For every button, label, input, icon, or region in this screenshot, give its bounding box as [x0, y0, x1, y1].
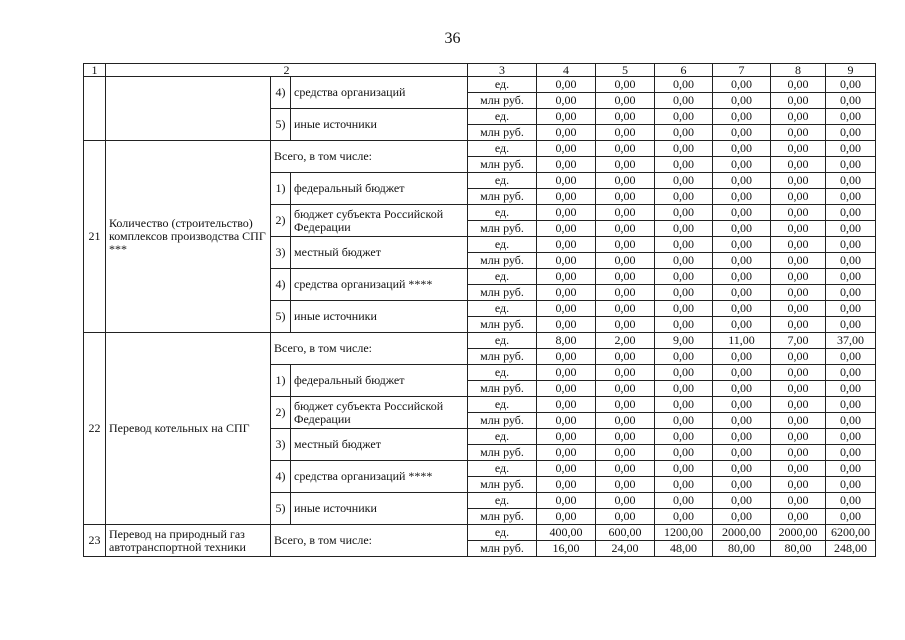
value-cell: 0,00	[596, 397, 655, 413]
value-cell: 0,00	[713, 253, 771, 269]
value-cell: 0,00	[826, 237, 876, 253]
value-cell: 0,00	[537, 349, 596, 365]
unit-label: ед.	[468, 461, 537, 477]
value-cell: 80,00	[771, 541, 826, 557]
value-cell: 1200,00	[655, 525, 713, 541]
header-row	[84, 64, 876, 77]
unit-label: млн руб.	[468, 285, 537, 301]
value-cell: 0,00	[655, 109, 713, 125]
page-number: 36	[444, 30, 461, 47]
unit-label: ед.	[468, 205, 537, 221]
value-cell: 0,00	[537, 461, 596, 477]
value-cell: 0,00	[537, 317, 596, 333]
value-cell: 0,00	[537, 445, 596, 461]
value-cell: 0,00	[655, 125, 713, 141]
value-cell: 0,00	[537, 253, 596, 269]
value-cell: 0,00	[771, 285, 826, 301]
unit-label: ед.	[468, 237, 537, 253]
section-name: Количество (строительство) комплексов производства СПГ ***	[106, 141, 271, 333]
value-cell: 0,00	[537, 141, 596, 157]
value-cell: 0,00	[771, 237, 826, 253]
value-cell: 0,00	[537, 125, 596, 141]
value-cell: 0,00	[771, 461, 826, 477]
unit-label: млн руб.	[468, 477, 537, 493]
table-row	[84, 333, 876, 349]
program-funding-table	[83, 63, 876, 557]
unit-label: млн руб.	[468, 413, 537, 429]
value-cell: 80,00	[713, 541, 771, 557]
value-cell: 0,00	[826, 189, 876, 205]
value-cell: 0,00	[771, 189, 826, 205]
source-number: 2)	[271, 205, 291, 237]
value-cell: 0,00	[771, 317, 826, 333]
value-cell: 0,00	[537, 397, 596, 413]
header-cell: 5	[596, 64, 655, 77]
unit-label: млн руб.	[468, 157, 537, 173]
value-cell: 0,00	[713, 461, 771, 477]
value-cell: 0,00	[771, 301, 826, 317]
source-number: 1)	[271, 365, 291, 397]
unit-label: млн руб.	[468, 445, 537, 461]
value-cell: 0,00	[826, 493, 876, 509]
value-cell: 0,00	[596, 269, 655, 285]
value-cell: 0,00	[655, 237, 713, 253]
value-cell: 0,00	[596, 189, 655, 205]
value-cell: 0,00	[771, 173, 826, 189]
value-cell: 0,00	[713, 445, 771, 461]
funding-source: средства организаций ****	[291, 269, 468, 301]
value-cell: 0,00	[713, 125, 771, 141]
value-cell: 0,00	[537, 413, 596, 429]
value-cell: 0,00	[771, 381, 826, 397]
value-cell: 0,00	[713, 269, 771, 285]
header-cell: 3	[468, 64, 537, 77]
value-cell: 0,00	[713, 157, 771, 173]
value-cell: 0,00	[655, 93, 713, 109]
value-cell: 0,00	[771, 269, 826, 285]
header-cell: 4	[537, 64, 596, 77]
value-cell: 0,00	[826, 429, 876, 445]
value-cell: 0,00	[771, 493, 826, 509]
value-cell: 0,00	[655, 397, 713, 413]
value-cell: 0,00	[826, 157, 876, 173]
value-cell: 0,00	[596, 109, 655, 125]
value-cell: 0,00	[537, 221, 596, 237]
section-number: 22	[84, 333, 106, 525]
value-cell: 0,00	[826, 397, 876, 413]
value-cell: 48,00	[655, 541, 713, 557]
funding-source: иные источники	[291, 301, 468, 333]
source-number: 5)	[271, 109, 291, 141]
value-cell: 2,00	[596, 333, 655, 349]
funding-source: местный бюджет	[291, 237, 468, 269]
value-cell: 0,00	[771, 397, 826, 413]
value-cell: 0,00	[655, 461, 713, 477]
value-cell: 0,00	[655, 509, 713, 525]
section-name	[106, 77, 271, 141]
value-cell: 0,00	[713, 237, 771, 253]
value-cell: 0,00	[537, 429, 596, 445]
value-cell: 0,00	[655, 429, 713, 445]
value-cell: 0,00	[826, 381, 876, 397]
section-number: 21	[84, 141, 106, 333]
source-number: 4)	[271, 269, 291, 301]
source-number: 5)	[271, 301, 291, 333]
value-cell: 0,00	[713, 413, 771, 429]
value-cell: 600,00	[596, 525, 655, 541]
value-cell: 16,00	[537, 541, 596, 557]
source-number: 3)	[271, 237, 291, 269]
value-cell: 0,00	[537, 157, 596, 173]
value-cell: 0,00	[537, 301, 596, 317]
value-cell: 0,00	[826, 445, 876, 461]
unit-label: млн руб.	[468, 93, 537, 109]
value-cell: 0,00	[826, 317, 876, 333]
unit-label: ед.	[468, 301, 537, 317]
value-cell: 0,00	[826, 509, 876, 525]
unit-label: ед.	[468, 525, 537, 541]
total-label: Всего, в том числе:	[271, 141, 468, 173]
value-cell: 0,00	[771, 445, 826, 461]
value-cell: 2000,00	[771, 525, 826, 541]
value-cell: 0,00	[596, 221, 655, 237]
value-cell: 7,00	[771, 333, 826, 349]
value-cell: 0,00	[537, 237, 596, 253]
value-cell: 0,00	[537, 173, 596, 189]
value-cell: 0,00	[713, 509, 771, 525]
value-cell: 0,00	[596, 173, 655, 189]
unit-label: ед.	[468, 109, 537, 125]
value-cell: 0,00	[826, 301, 876, 317]
value-cell: 0,00	[826, 461, 876, 477]
value-cell: 9,00	[655, 333, 713, 349]
value-cell: 6200,00	[826, 525, 876, 541]
funding-source: средства организаций ****	[291, 461, 468, 493]
value-cell: 0,00	[771, 109, 826, 125]
value-cell: 0,00	[596, 381, 655, 397]
header-cell: 2	[106, 64, 468, 77]
value-cell: 0,00	[713, 381, 771, 397]
value-cell: 0,00	[596, 445, 655, 461]
value-cell: 0,00	[655, 141, 713, 157]
funding-source: иные источники	[291, 493, 468, 525]
table-row	[84, 77, 876, 93]
source-number: 4)	[271, 461, 291, 493]
value-cell: 0,00	[826, 141, 876, 157]
value-cell: 24,00	[596, 541, 655, 557]
value-cell: 0,00	[655, 349, 713, 365]
unit-label: ед.	[468, 77, 537, 93]
section-number	[84, 77, 106, 141]
value-cell: 0,00	[596, 493, 655, 509]
value-cell: 0,00	[713, 189, 771, 205]
value-cell: 0,00	[537, 381, 596, 397]
value-cell: 0,00	[655, 157, 713, 173]
value-cell: 0,00	[655, 445, 713, 461]
value-cell: 0,00	[826, 93, 876, 109]
value-cell: 0,00	[826, 413, 876, 429]
source-number: 1)	[271, 173, 291, 205]
source-number: 3)	[271, 429, 291, 461]
value-cell: 0,00	[537, 189, 596, 205]
source-number: 5)	[271, 493, 291, 525]
value-cell: 0,00	[596, 77, 655, 93]
value-cell: 0,00	[596, 477, 655, 493]
value-cell: 0,00	[655, 301, 713, 317]
value-cell: 0,00	[826, 477, 876, 493]
value-cell: 0,00	[826, 285, 876, 301]
unit-label: млн руб.	[468, 253, 537, 269]
unit-label: ед.	[468, 333, 537, 349]
value-cell: 0,00	[771, 141, 826, 157]
section-number: 23	[84, 525, 106, 557]
value-cell: 0,00	[771, 509, 826, 525]
value-cell: 0,00	[655, 477, 713, 493]
value-cell: 0,00	[713, 493, 771, 509]
value-cell: 0,00	[655, 269, 713, 285]
value-cell: 0,00	[713, 365, 771, 381]
value-cell: 0,00	[596, 509, 655, 525]
value-cell: 0,00	[537, 269, 596, 285]
header-cell: 6	[655, 64, 713, 77]
value-cell: 0,00	[596, 285, 655, 301]
value-cell: 0,00	[655, 413, 713, 429]
value-cell: 0,00	[655, 173, 713, 189]
value-cell: 0,00	[826, 77, 876, 93]
value-cell: 0,00	[713, 173, 771, 189]
value-cell: 0,00	[596, 429, 655, 445]
value-cell: 0,00	[713, 221, 771, 237]
funding-source: средства организаций	[291, 77, 468, 109]
total-label: Всего, в том числе:	[271, 525, 468, 557]
value-cell: 0,00	[771, 77, 826, 93]
value-cell: 0,00	[655, 493, 713, 509]
value-cell: 0,00	[655, 77, 713, 93]
value-cell: 0,00	[771, 157, 826, 173]
source-number: 2)	[271, 397, 291, 429]
unit-label: млн руб.	[468, 349, 537, 365]
funding-source: федеральный бюджет	[291, 173, 468, 205]
value-cell: 37,00	[826, 333, 876, 349]
value-cell: 0,00	[771, 413, 826, 429]
value-cell: 0,00	[713, 317, 771, 333]
value-cell: 0,00	[826, 205, 876, 221]
value-cell: 0,00	[537, 77, 596, 93]
value-cell: 0,00	[537, 509, 596, 525]
value-cell: 0,00	[537, 285, 596, 301]
value-cell: 2000,00	[713, 525, 771, 541]
value-cell: 0,00	[771, 221, 826, 237]
value-cell: 0,00	[826, 109, 876, 125]
value-cell: 0,00	[537, 93, 596, 109]
value-cell: 0,00	[826, 349, 876, 365]
value-cell: 0,00	[655, 189, 713, 205]
unit-label: млн руб.	[468, 317, 537, 333]
header-cell: 9	[826, 64, 876, 77]
value-cell: 0,00	[713, 301, 771, 317]
value-cell: 0,00	[596, 349, 655, 365]
unit-label: млн руб.	[468, 509, 537, 525]
value-cell: 0,00	[713, 429, 771, 445]
unit-label: ед.	[468, 173, 537, 189]
value-cell: 0,00	[713, 109, 771, 125]
header-cell: 7	[713, 64, 771, 77]
value-cell: 0,00	[655, 205, 713, 221]
value-cell: 0,00	[655, 253, 713, 269]
value-cell: 0,00	[826, 269, 876, 285]
value-cell: 11,00	[713, 333, 771, 349]
value-cell: 0,00	[826, 125, 876, 141]
value-cell: 0,00	[596, 413, 655, 429]
value-cell: 0,00	[771, 93, 826, 109]
value-cell: 248,00	[826, 541, 876, 557]
value-cell: 0,00	[713, 205, 771, 221]
value-cell: 0,00	[537, 477, 596, 493]
value-cell: 0,00	[771, 477, 826, 493]
value-cell: 0,00	[771, 125, 826, 141]
unit-label: млн руб.	[468, 541, 537, 557]
value-cell: 0,00	[596, 237, 655, 253]
value-cell: 0,00	[771, 349, 826, 365]
value-cell: 0,00	[655, 221, 713, 237]
value-cell: 0,00	[826, 365, 876, 381]
value-cell: 0,00	[537, 205, 596, 221]
value-cell: 0,00	[713, 77, 771, 93]
value-cell: 0,00	[771, 205, 826, 221]
value-cell: 0,00	[826, 173, 876, 189]
value-cell: 0,00	[713, 349, 771, 365]
total-label: Всего, в том числе:	[271, 333, 468, 365]
unit-label: ед.	[468, 141, 537, 157]
value-cell: 0,00	[596, 253, 655, 269]
funding-source: иные источники	[291, 109, 468, 141]
value-cell: 0,00	[655, 317, 713, 333]
value-cell: 0,00	[596, 205, 655, 221]
unit-label: млн руб.	[468, 381, 537, 397]
value-cell: 0,00	[713, 93, 771, 109]
value-cell: 0,00	[655, 365, 713, 381]
value-cell: 8,00	[537, 333, 596, 349]
value-cell: 0,00	[596, 461, 655, 477]
value-cell: 0,00	[537, 109, 596, 125]
unit-label: ед.	[468, 365, 537, 381]
value-cell: 0,00	[826, 253, 876, 269]
value-cell: 0,00	[596, 141, 655, 157]
funding-source: местный бюджет	[291, 429, 468, 461]
funding-source: бюджет субъекта Российской Федерации	[291, 205, 468, 237]
value-cell: 0,00	[771, 429, 826, 445]
value-cell: 0,00	[537, 493, 596, 509]
value-cell: 0,00	[596, 317, 655, 333]
unit-label: ед.	[468, 397, 537, 413]
value-cell: 0,00	[713, 477, 771, 493]
source-number: 4)	[271, 77, 291, 109]
unit-label: ед.	[468, 269, 537, 285]
section-name: Перевод котельных на СПГ	[106, 333, 271, 525]
header-cell: 1	[84, 64, 106, 77]
value-cell: 0,00	[826, 221, 876, 237]
table-row	[84, 141, 876, 157]
value-cell: 0,00	[596, 365, 655, 381]
value-cell: 0,00	[596, 125, 655, 141]
unit-label: млн руб.	[468, 221, 537, 237]
table-row	[84, 525, 876, 541]
value-cell: 400,00	[537, 525, 596, 541]
funding-source: бюджет субъекта Российской Федерации	[291, 397, 468, 429]
unit-label: ед.	[468, 429, 537, 445]
value-cell: 0,00	[655, 381, 713, 397]
value-cell: 0,00	[537, 365, 596, 381]
value-cell: 0,00	[655, 285, 713, 301]
section-name: Перевод на природный газ автотранспортной техники	[106, 525, 271, 557]
value-cell: 0,00	[771, 253, 826, 269]
value-cell: 0,00	[596, 301, 655, 317]
unit-label: млн руб.	[468, 189, 537, 205]
funding-source: федеральный бюджет	[291, 365, 468, 397]
unit-label: ед.	[468, 493, 537, 509]
unit-label: млн руб.	[468, 125, 537, 141]
value-cell: 0,00	[713, 285, 771, 301]
value-cell: 0,00	[713, 397, 771, 413]
value-cell: 0,00	[771, 365, 826, 381]
value-cell: 0,00	[713, 141, 771, 157]
value-cell: 0,00	[596, 93, 655, 109]
value-cell: 0,00	[596, 157, 655, 173]
header-cell: 8	[771, 64, 826, 77]
